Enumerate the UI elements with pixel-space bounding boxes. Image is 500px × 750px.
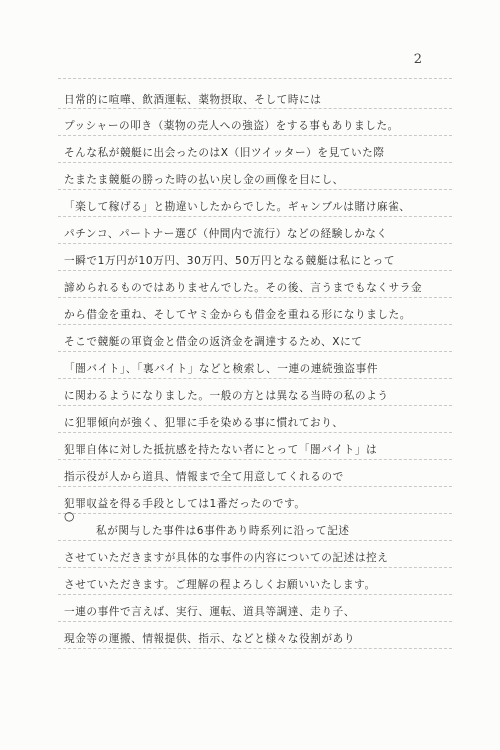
text-line: 諦められるものではありませんでした。その後、言うまでもなくサラ金 <box>64 282 423 294</box>
text-line: たまたま競艇の勝った時の払い戻し金の画像を目にし、 <box>64 174 344 186</box>
ruled-line <box>58 648 452 649</box>
text-line: プッシャーの叩き（薬物の売人への強盗）をする事もありました。 <box>64 120 399 132</box>
text-line: パチンコ、パートナー選び（仲間内で流行）などの経験しかなく <box>64 228 388 240</box>
text-line: させていただきます。ご理解の程よろしくお願いいたします。 <box>64 579 376 591</box>
ruled-line <box>58 378 452 379</box>
ruled-line <box>58 297 452 298</box>
ruled-line <box>58 405 452 406</box>
page-number: 2 <box>413 52 422 67</box>
ruled-line <box>58 459 452 460</box>
text-line: 一瞬で1万円が10万円、30万円、50万円となる競艇は私にとって <box>64 255 396 267</box>
ruled-line <box>58 162 452 163</box>
ruled-line <box>58 621 452 622</box>
ruled-line <box>58 243 452 244</box>
text-line: させていただきますが具体的な事件の内容についての記述は控え <box>64 552 389 564</box>
bullet-circle: ○ <box>64 509 75 523</box>
text-line: 犯罪自体に対した抵抗感を持たない者にとって「闇バイト」は <box>64 444 378 456</box>
text-line: に関わるようになりました。一般の方とは異なる当時の私のよう <box>64 390 389 402</box>
text-line: に犯罪傾向が強く、犯罪に手を染める事に慣れており、 <box>64 417 344 429</box>
text-line: 一連の事件で言えば、実行、運転、道具等調達、走り子、 <box>64 606 356 618</box>
text-line: 「闇バイト」、「裏バイト」などと検索し、一連の連続強盗事件 <box>64 363 379 375</box>
ruled-line <box>58 189 452 190</box>
ruled-line <box>58 351 452 352</box>
ruled-line <box>58 432 452 433</box>
text-line: 日常的に喧嘩、飲酒運転、薬物摂取、そして時には <box>64 94 322 106</box>
text-line: 指示役が人から道具、情報まで全て用意してくれるので <box>64 471 344 483</box>
ruled-line <box>58 594 452 595</box>
ruled-line <box>58 108 452 109</box>
ruled-line <box>58 486 452 487</box>
ruled-line <box>58 216 452 217</box>
text-line: そんな私が競艇に出会ったのはX（旧ツイッター）を見ていた際 <box>64 147 385 159</box>
ruled-line <box>58 513 452 514</box>
ruled-line <box>58 135 452 136</box>
ruled-line <box>58 567 452 568</box>
text-line: 現金等の運搬、情報提供、指示、などと様々な役割があり <box>64 633 356 645</box>
text-line: 「楽して稼げる」と勘違いしたからでした。ギャンブルは賭け麻雀、 <box>64 201 411 213</box>
ruled-line <box>58 540 452 541</box>
text-line: 犯罪収益を得る手段としては1番だったのです。 <box>64 498 306 510</box>
ruled-line <box>58 270 452 271</box>
text-line: から借金を重ね、そしてヤミ金からも借金を重ねる形になりました。 <box>64 309 412 321</box>
text-line: 私が関与した事件は6事件あり時系列に沿って記述 <box>96 525 350 537</box>
text-line: そこで競艇の軍資金と借金の返済金を調達するため、Xにて <box>64 336 363 348</box>
ruled-line <box>58 78 452 79</box>
ruled-line <box>58 324 452 325</box>
